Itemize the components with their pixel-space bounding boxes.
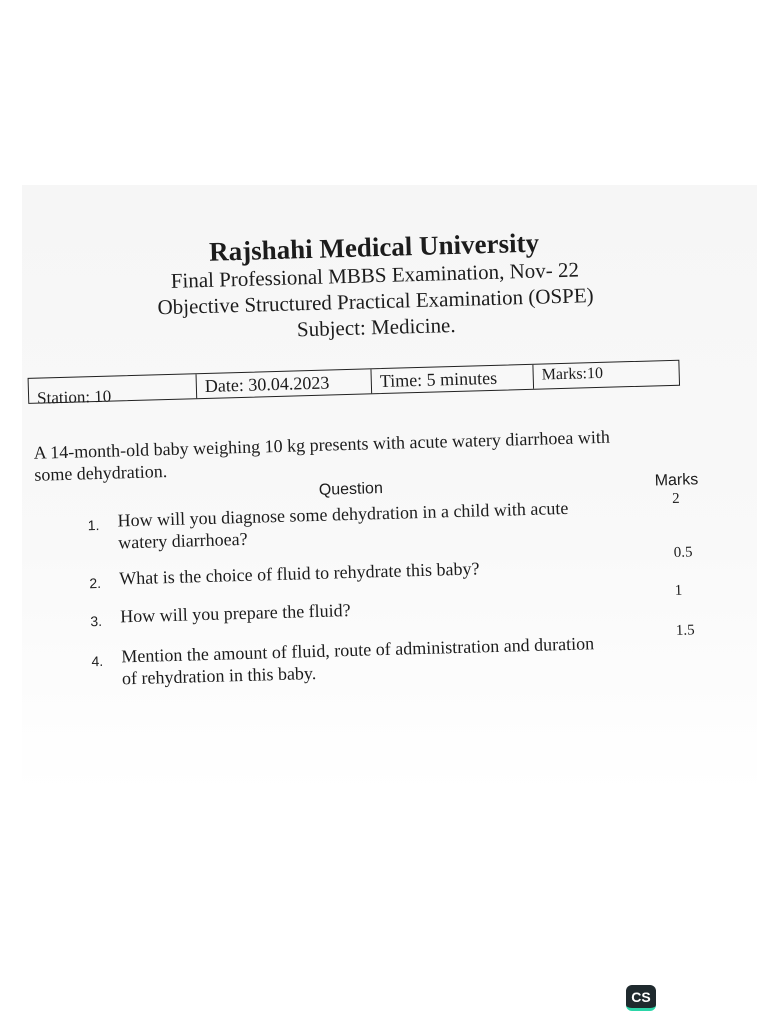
station-info-table	[28, 360, 680, 408]
marks-column-header: Marks	[654, 471, 699, 490]
exam-title: Final Professional MBBS Examination, Nov- 22	[170, 257, 580, 293]
subject-line: Subject: Medicine.	[296, 312, 456, 342]
question-text	[117, 495, 638, 554]
date-cell: Date: 30.04.2023	[197, 369, 373, 398]
university-name: Rajshahi Medical University	[208, 227, 540, 267]
scenario-line-1: A 14-month-old baby weighing 10 kg presents with acute watery diarrhoea with	[33, 426, 611, 463]
document-header	[54, 223, 697, 349]
question-number: 1.	[87, 516, 100, 534]
question-line: of rehydration in this baby.	[121, 662, 317, 689]
question-item	[91, 622, 711, 689]
question-line: Mention the amount of fluid, route of administration and duration	[121, 633, 595, 667]
time-cell: Time: 5 minutes	[371, 365, 534, 394]
question-text	[120, 591, 640, 628]
question-number: 4.	[91, 652, 104, 670]
marks-cell: Marks:10	[541, 364, 604, 384]
question-list	[87, 490, 707, 689]
question-text	[119, 553, 639, 590]
question-marks: 0.5	[673, 544, 693, 561]
question-marks: 2	[671, 490, 680, 507]
question-line: What is the choice of fluid to rehydrate this baby?	[118, 558, 480, 589]
question-marks: 1	[674, 582, 683, 599]
question-number: 3.	[90, 612, 103, 630]
question-column-header: Question	[318, 480, 384, 499]
scenario-line-2: some dehydration.	[33, 461, 168, 485]
question-item	[90, 582, 710, 630]
question-text	[121, 631, 642, 690]
camscanner-logo: CS	[626, 985, 656, 1011]
question-number: 2.	[89, 574, 102, 592]
question-line: How will you prepare the fluid?	[119, 599, 351, 627]
question-item	[89, 544, 709, 592]
station-cell: Station: 10	[29, 374, 198, 403]
question-line: watery diarrhoea?	[117, 528, 248, 553]
question-marks: 1.5	[675, 622, 695, 639]
exam-type: Objective Structured Practical Examination (OSPE)	[157, 283, 594, 320]
scenario-text	[33, 424, 684, 486]
question-line: How will you diagnose some dehydration in a child with acute	[117, 497, 569, 531]
